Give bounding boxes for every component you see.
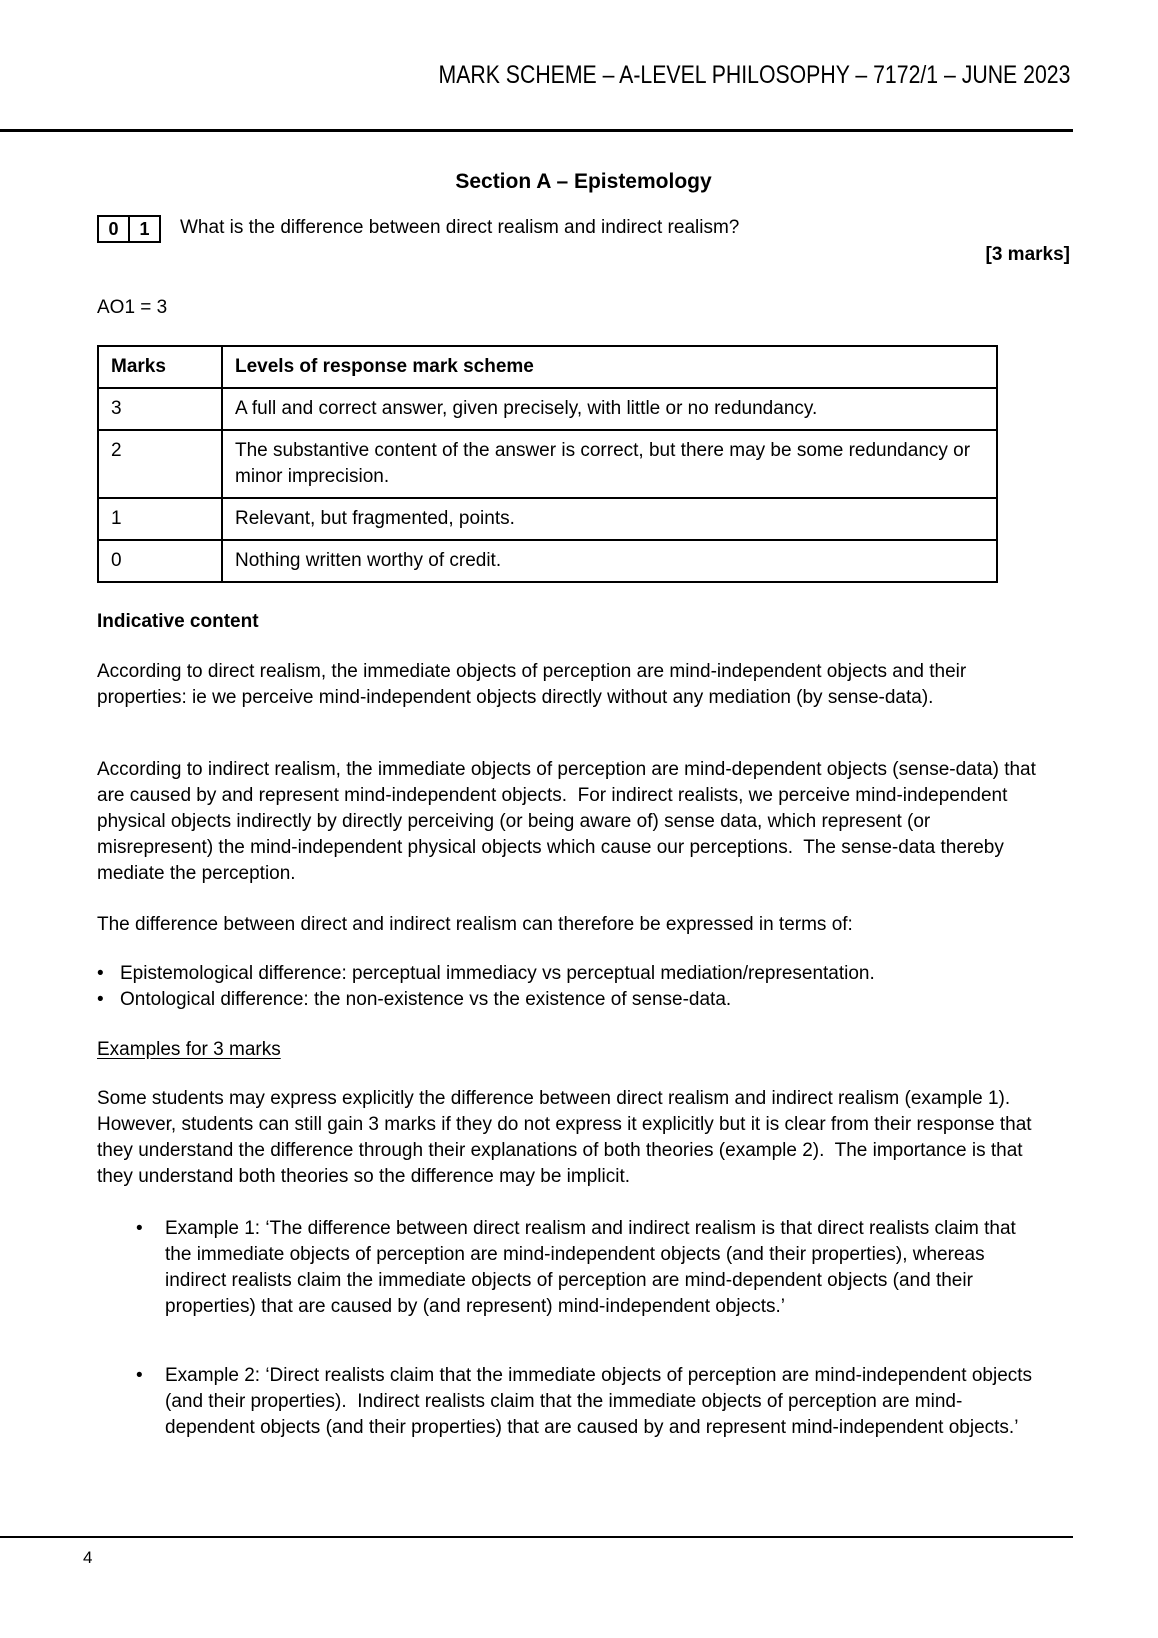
difference-bullet-list xyxy=(97,961,1070,1013)
examples-heading: Examples for 3 marks xyxy=(97,1039,281,1060)
bullet-text: Ontological difference: the non-existence vs the existence of sense-data. xyxy=(120,989,732,1010)
table-cell-marks: 3 xyxy=(98,388,222,430)
table-cell-marks: 1 xyxy=(98,498,222,540)
bullet-text: Epistemological difference: perceptual immediacy vs perceptual mediation/representation. xyxy=(120,963,875,984)
example-1-item xyxy=(136,1216,1035,1320)
table-header-levels: Levels of response mark scheme xyxy=(222,346,997,388)
table-header-marks: Marks xyxy=(98,346,222,388)
table-cell-description: A full and correct answer, given precisely, with little or no redundancy. xyxy=(222,388,997,430)
section-title: Section A – Epistemology xyxy=(455,170,712,193)
paragraph-difference-intro: The difference between direct and indirect realism can therefore be expressed in terms of: xyxy=(97,914,853,935)
paragraph-indirect-realism: According to indirect realism, the immediate objects of perception are mind-dependent objects (sense-data) that are caused by and represent mind-independent objects. For indirect realists, we perceive mind-independent physical objects indirectly by directly perceiving (or being aware of) sense data, which represent (or misrepresent) the mind-independent physical objects which cause our perceptions. The sense-data thereby mediate the perception. xyxy=(97,759,1042,884)
table-cell-marks: 0 xyxy=(98,540,222,582)
bullet-icon: • xyxy=(136,1218,143,1239)
levels-of-response-table xyxy=(97,345,998,583)
paragraph-examples-intro: Some students may express explicitly the difference between direct realism and indirect realism (example 1). However, students can still gain 3 marks if they do not express it explicitly but it is clear from their response that they understand the difference through their explanations of both theories (example 2). The importance is that they understand both theories so the difference may be implicit. xyxy=(97,1088,1037,1187)
indicative-content-heading: Indicative content xyxy=(97,611,259,632)
question-number-digit-2: 1 xyxy=(128,215,161,243)
running-header: MARK SCHEME – A-LEVEL PHILOSOPHY – 7172/1 – JUNE 2023 xyxy=(438,61,1070,89)
table-row xyxy=(98,498,997,540)
bullet-icon: • xyxy=(97,989,104,1010)
table-cell-description: Nothing written worthy of credit. xyxy=(222,540,997,582)
table-header-row xyxy=(98,346,997,388)
table-cell-description: The substantive content of the answer is correct, but there may be some redundancy or minor imprecision. xyxy=(222,430,997,498)
list-item xyxy=(97,987,1070,1013)
table-row xyxy=(98,388,997,430)
list-item xyxy=(97,961,1070,987)
assessment-objective-label: AO1 = 3 xyxy=(97,297,168,318)
example-2-text: Example 2: ‘Direct realists claim that the immediate objects of perception are mind-independent objects (and their properties). Indirect realists claim that the immediate objects of perception are mind-dependent objects (and their properties) that are caused by and represent mind-independent objects.’ xyxy=(165,1365,1038,1438)
table-row xyxy=(98,540,997,582)
footer-rule xyxy=(0,1536,1073,1538)
marks-allocation: [3 marks] xyxy=(985,244,1070,265)
bullet-icon: • xyxy=(97,963,104,984)
table-cell-marks: 2 xyxy=(98,430,222,498)
question-number-box xyxy=(97,215,161,243)
question-text: What is the difference between direct realism and indirect realism? xyxy=(180,217,740,238)
page-number: 4 xyxy=(83,1548,93,1567)
bullet-icon: • xyxy=(136,1365,143,1386)
question-number-digit-1: 0 xyxy=(97,215,130,243)
table-cell-description: Relevant, but fragmented, points. xyxy=(222,498,997,540)
example-2-item xyxy=(136,1363,1038,1441)
paragraph-direct-realism: According to direct realism, the immediate objects of perception are mind-independent objects and their properties: ie we perceive mind-independent objects directly without any mediation (by sense-data). xyxy=(97,661,972,708)
table-row xyxy=(98,430,997,498)
example-1-text: Example 1: ‘The difference between direct realism and indirect realism is that direct realists claim that the immediate objects of perception are mind-independent objects (and their properties), whereas indirect realists claim the immediate objects of perception are mind-dependent objects (and their properties) that are caused by (and represent) mind-independent objects.’ xyxy=(165,1218,1022,1317)
header-rule xyxy=(0,129,1073,132)
